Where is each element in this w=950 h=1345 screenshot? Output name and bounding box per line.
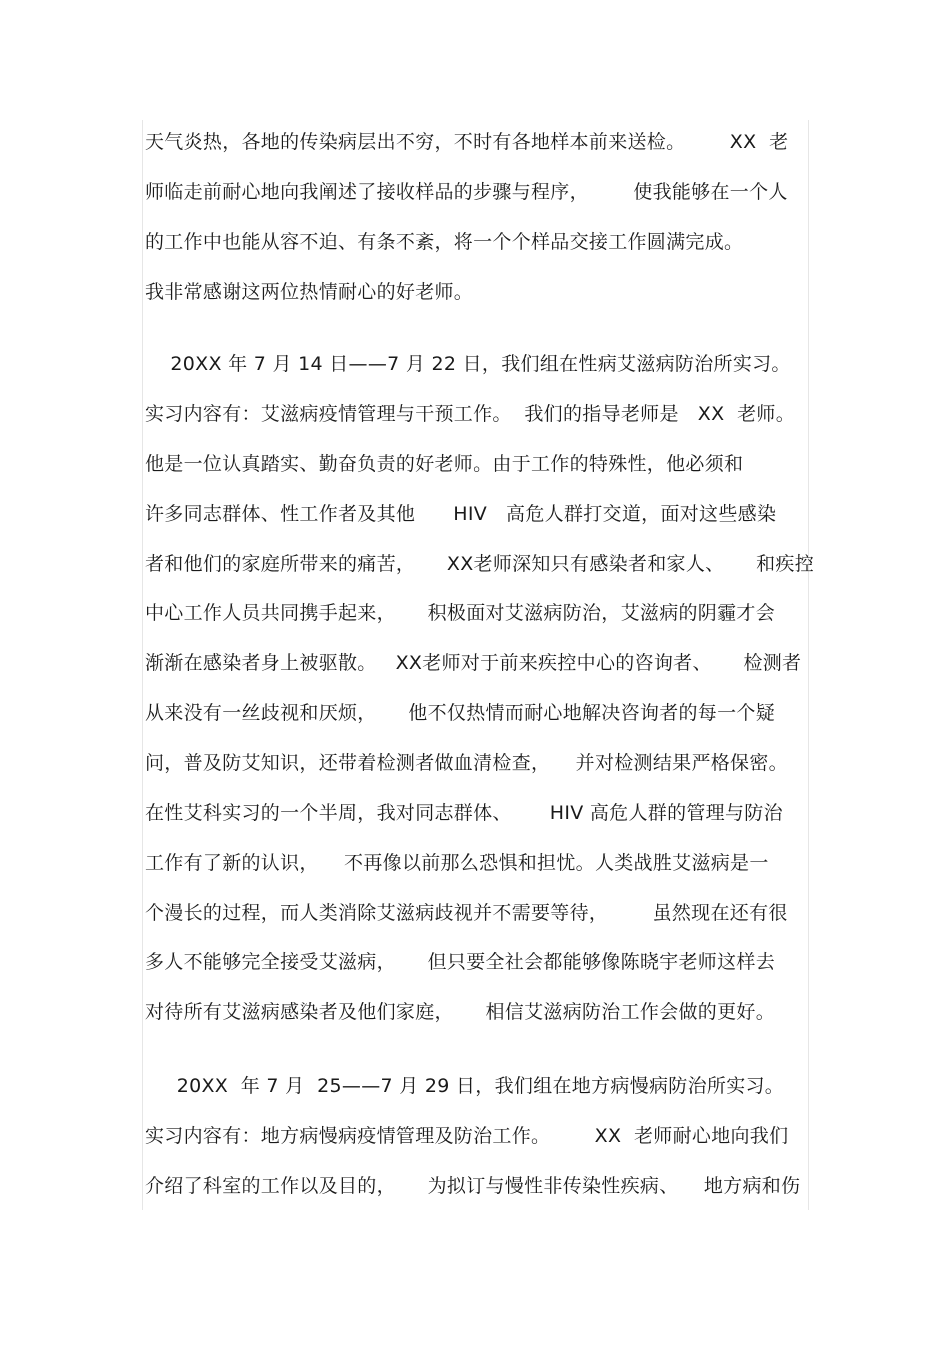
text-line: 20XX 年 7 月 25——7 月 29 日，我们组在地方病慢病防治所实习。 bbox=[145, 1075, 785, 1097]
text-line: 者和他们的家庭所带来的痛苦， XX老师深知只有感染者和家人、 和疾控 bbox=[145, 553, 815, 575]
text-line: 渐渐在感染者身上被驱散。 XX老师对于前来疾控中心的咨询者、 检测者 bbox=[145, 652, 802, 674]
text-line: 20XX 年 7 月 14 日——7 月 22 日，我们组在性病艾滋病防治所实习。 bbox=[145, 353, 791, 375]
text-line: 中心工作人员共同携手起来， 积极面对艾滋病防治，艾滋病的阴霾才会 bbox=[145, 602, 775, 624]
text-line: 天气炎热，各地的传染病层出不穷，不时有各地样本前来送检。 XX 老 bbox=[145, 131, 789, 153]
text-line: 师临走前耐心地向我阐述了接收样品的步骤与程序， 使我能够在一个人 bbox=[145, 181, 788, 203]
text-line: 他是一位认真踏实、勤奋负责的好老师。由于工作的特殊性，他必须和 bbox=[145, 453, 744, 475]
text-line: 多人不能够完全接受艾滋病， 但只要全社会都能够像陈晓宇老师这样去 bbox=[145, 951, 775, 973]
text-line: 对待所有艾滋病感染者及他们家庭， 相信艾滋病防治工作会做的更好。 bbox=[145, 1001, 775, 1023]
text-line: 在性艾科实习的一个半周，我对同志群体、 HIV 高危人群的管理与防治 bbox=[145, 802, 783, 824]
text-line: 介绍了科室的工作以及目的， 为拟订与慢性非传染性疾病、 地方病和伤 bbox=[145, 1175, 801, 1197]
text-line: 问，普及防艾知识，还带着检测者做血清检查， 并对检测结果严格保密。 bbox=[145, 752, 788, 774]
text-line: 从来没有一丝歧视和厌烦， 他不仅热情而耐心地解决咨询者的每一个疑 bbox=[145, 702, 775, 724]
text-line: 实习内容有：艾滋病疫情管理与干预工作。 我们的指导老师是 XX 老师。 bbox=[145, 403, 796, 425]
text-line: 个漫长的过程，而人类消除艾滋病歧视并不需要等待， 虽然现在还有很 bbox=[145, 902, 788, 924]
text-line: 的工作中也能从容不迫、有条不紊，将一个个样品交接工作圆满完成。 bbox=[145, 231, 744, 253]
text-line: 实习内容有：地方病慢病疫情管理及防治工作。 XX 老师耐心地向我们 bbox=[145, 1125, 789, 1147]
text-line: 工作有了新的认识， 不再像以前那么恐惧和担忧。人类战胜艾滋病是一 bbox=[145, 852, 769, 874]
text-line: 许多同志群体、性工作者及其他 HIV 高危人群打交道，面对这些感染 bbox=[145, 503, 777, 525]
text-line: 我非常感谢这两位热情耐心的好老师。 bbox=[145, 281, 474, 303]
